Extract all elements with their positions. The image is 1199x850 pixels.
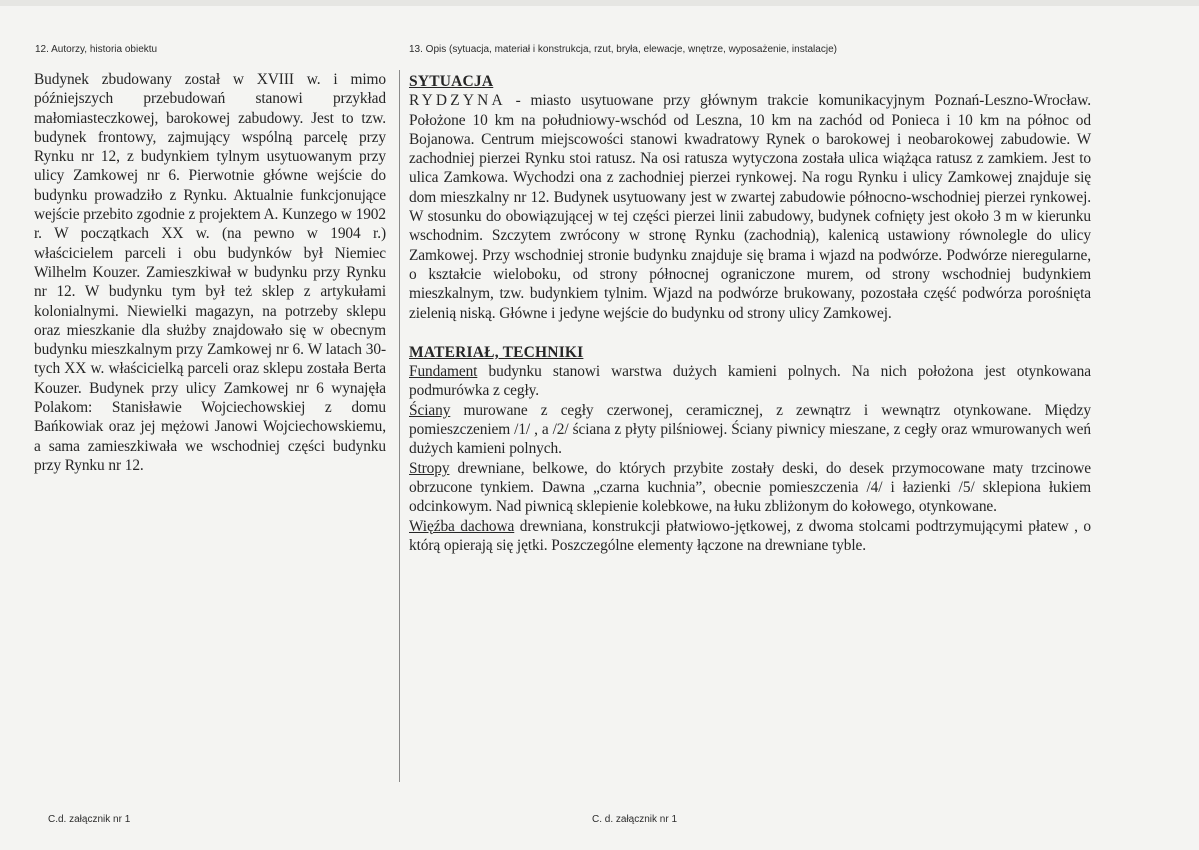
material-heading: MATERIAŁ, TECHNIKI bbox=[409, 343, 584, 361]
history-column bbox=[22, 70, 396, 782]
left-column-header: 12. Autorzy, historia obiektu bbox=[35, 44, 158, 55]
sciany-text: murowane z cegły czerwonej, ceramicznej, z zewnątrz i wewnątrz otynkowane. Między pomieszczeniem /1/ , a /2/ ściana z płyty pilśniowej. Ściany piwnicy mieszane, z cegły oraz wmurowanych weń dużych kamieni polnych. bbox=[409, 401, 1091, 458]
town-name: RYDZYNA bbox=[409, 92, 506, 110]
sytuacja-text: - miasto usytuowane przy głównym trakcie komunikacyjnym Poznań-Leszno-Wrocław. Położone 10 km na południowy-wschód od Leszna, 10 km na zachód od Ponieca i 10 km na północ od Bojanowa. Centrum miejscowości stanowi kwadratowy Rynek o barokowej i neobarokowej zabudowie. W zachodniej pierzei Rynku stoi ratusz. Na osi ratusza wytyczona została ulica wiążąca ratusz z zamkiem. Jest to ulica Zamkowa. Wychodzi ona z zachodniej pierzei rynkowej. Na rogu Rynku i ulicy Zamkowej znajduje się dom mieszkalny nr 12. Budynek usytuowany jest w zwartej zabudowie północno-wschodniej pierzei rynkowej. W stosunku do obowiązującej w tej części pierzei linii zabudowy, budynek cofnięty jest około 3 m w kierunku wschodnim. Szczytem zwrócony w stronę Rynku (zachodnią), kalenicą ustawiony równolegle do ulicy Zamkowej. Przy wschodniej stronie budynku znajduje się brama i wjazd na podwórze. Podwórze nieregularne, o kształcie wieloboku, od strony północnej ograniczone murem, od strony wschodniej budynkiem mieszkalnym, tzw. budynkiem tylnim. Wjazd na podwórze brukowany, pozostała część podwórza porośnięta zielenią niską. Główne i jedyne wejście do budynku od strony ulicy Zamkowej. bbox=[409, 92, 1091, 322]
description-content bbox=[409, 72, 1091, 555]
sytuacja-heading: SYTUACJA bbox=[409, 73, 494, 90]
stropy-text: drewniane, belkowe, do których przybite zostały deski, do desek przymocowane maty trzcinowe obrzucone tynkiem. Dawna „czarna kuchnia”, obecnie pomieszczenia /4/ i łazienki /5/ sklepiona łukiem odcinkowym. Nad piwnicą sklepienie kolebkowe, na łuku zbliżonym do kołowego, otynkowane. bbox=[409, 459, 1091, 516]
page-edge bbox=[0, 0, 1199, 6]
term-fundament: Fundament bbox=[409, 363, 478, 381]
material-item-wiezba bbox=[409, 517, 1091, 556]
left-footer: C.d. załącznik nr 1 bbox=[48, 814, 131, 825]
material-item-fundament bbox=[409, 362, 1091, 401]
right-footer: C. d. załącznik nr 1 bbox=[592, 814, 678, 825]
term-wiezba: Więźba dachowa bbox=[409, 517, 515, 535]
description-column bbox=[399, 70, 1096, 782]
wiezba-text: drewniana, konstrukcji płatwiowo-jętkowej, z dwoma stolcami podtrzymującymi płatew , o którą opierają się jętki. Poszczególne elementy łączone na drewniane tyble. bbox=[409, 517, 1091, 554]
material-item-sciany bbox=[409, 401, 1091, 459]
history-text: Budynek zbudowany został w XVIII w. i mimo późniejszych przebudowań stanowi przykład małomiasteczkowej, barokowej zabudowy. Jest to tzw. budynek frontowy, zajmujący wspólną parcelę przy Rynku nr 12, z budynkiem tylnym usytuowanym przy ulicy Zamkowej nr 6. Pierwotnie główne wejście do budynku prowadziło z Rynku. Aktualnie funkcjonujące wejście przebito zgodnie z projektem A. Kunzego w 1902 r. W początkach XX w. (na pewno w 1904 r.) właścicielem parceli i obu budynków był Niemiec Wilhelm Kouzer. Zamieszkiwał w budynku przy Rynku nr 12. W budynku tym był też sklep z artykułami kolonialnymi. Niewielki magazyn, na potrzeby sklepu oraz mieszkanie dla służby znajdowało się w obecnym budynku mieszkalnym przy Zamkowej nr 6. W latach 30-tych XX w. właścicielką parceli oraz sklepu została Berta Kouzer. Budynek przy ulicy Zamkowej nr 6 wynajęła Polakom: Stanisławie Wojciechowskiej z domu Bańkowiak oraz jej mężowi Janowi Wojciechowskiemu, a sama zamieszkiwała we wschodniej części budynku przy Rynku nr 12. bbox=[34, 71, 386, 474]
term-stropy: Stropy bbox=[409, 459, 450, 477]
fundament-text: budynku stanowi warstwa dużych kamieni polnych. Na nich położona jest otynkowana podmurówka z cegły. bbox=[409, 363, 1091, 400]
sytuacja-paragraph bbox=[409, 91, 1091, 323]
right-column-header: 13. Opis (sytuacja, materiał i konstrukcja, rzut, bryła, elewacje, wnętrze, wyposażenie, instalacje) bbox=[409, 44, 837, 55]
material-item-stropy bbox=[409, 459, 1091, 517]
term-sciany: Ściany bbox=[409, 401, 451, 419]
